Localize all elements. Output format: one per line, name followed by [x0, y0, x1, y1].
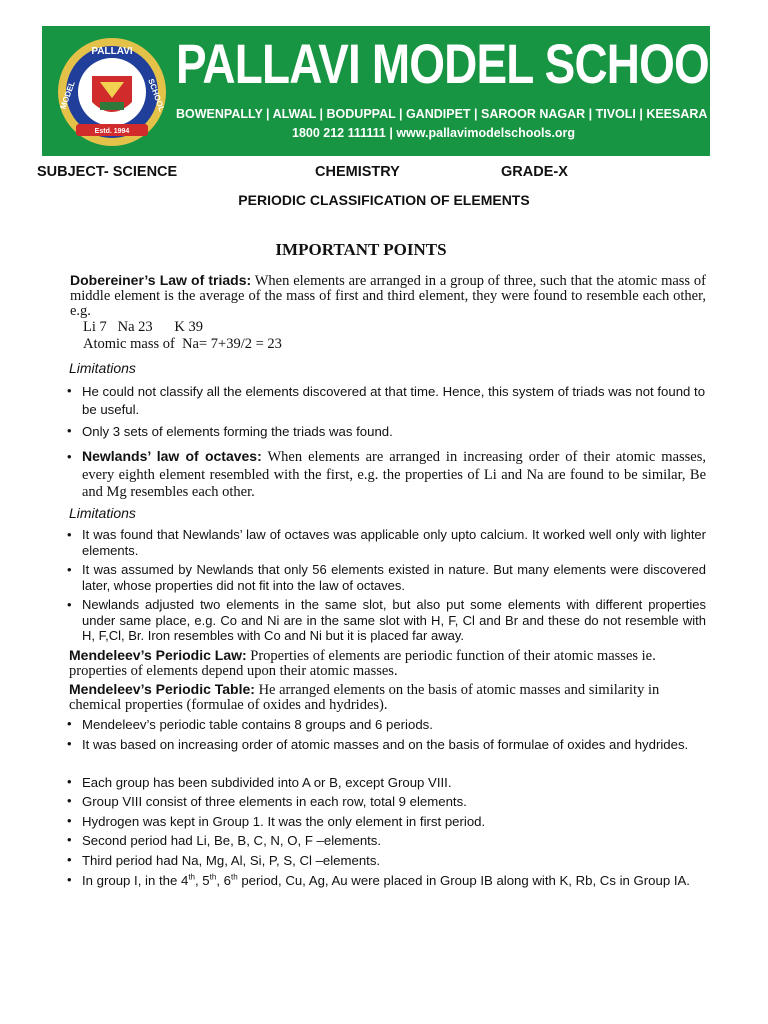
svg-text:SCHOOL: SCHOOL: [146, 77, 167, 113]
section-title: IMPORTANT POINTS: [275, 240, 447, 259]
mendeleev-table-text: He arranged elements on the basis of atomic masses and similarity in chemical properties (formulae of oxides and hydrides).: [69, 682, 660, 713]
contact-info: 1800 212 111111 | www.pallavimodelschools.org: [292, 126, 576, 140]
document-title: PERIODIC CLASSIFICATION OF ELEMENTS: [238, 192, 530, 208]
limitations-label: Limitations: [69, 360, 136, 376]
school-name: PALLAVI MODEL SCHOOL: [176, 32, 737, 95]
list-item: Newlands adjusted two elements in the same slot, but also put some elements with different properties under same place, e.g. Co and Ni are in the same slot with H, F, Cl and Br and these do not resemble with H, F,Cl, Br. Iron resembles with Co and Ni but it is placed far away.: [82, 597, 706, 643]
bullet-icon: •: [67, 832, 72, 847]
mendeleev-table-paragraph: [69, 682, 714, 713]
bullet-icon: •: [67, 423, 72, 438]
bullet-icon: •: [67, 527, 72, 542]
list-item: Second period had Li, Be, B, C, N, O, F –elements.: [82, 833, 382, 848]
bullet-icon: •: [67, 449, 72, 464]
list-item: It was based on increasing order of atomic masses and on the basis of formulae of oxides and hydrides.: [82, 737, 689, 752]
bullet-icon: •: [67, 852, 72, 867]
bullet-icon: •: [67, 793, 72, 808]
list-item: He could not classify all the elements discovered at that time. Hence, this system of triads was not found to be useful.: [82, 384, 706, 417]
newlands-heading: Newlands’ law of octaves:: [82, 448, 262, 464]
newlands-paragraph: [82, 448, 706, 502]
bullet-icon: •: [67, 872, 72, 887]
subject-label: SUBJECT- SCIENCE: [37, 164, 178, 180]
school-banner: [42, 26, 737, 156]
bullet-icon: •: [67, 383, 72, 398]
bullet-icon: •: [67, 562, 72, 577]
list-item: Third period had Na, Mg, Al, Si, P, S, Cl –elements.: [82, 853, 381, 868]
list-item: In group I, in the 4th, 5th, 6th period, Cu, Ag, Au were placed in Group IB along with K, Rb, Cs in Group IA.: [82, 872, 690, 888]
triad-formula: Atomic mass of Na= 7+39/2 = 23: [83, 336, 282, 352]
list-item: Only 3 sets of elements forming the triads was found.: [82, 424, 393, 439]
mendeleev-law-text: Properties of elements are periodic function of their atomic masses ie. properties of elements depend upon their atomic masses.: [69, 648, 656, 679]
list-item: Mendeleev’s periodic table contains 8 groups and 6 periods.: [82, 717, 433, 732]
bullet-icon: •: [67, 716, 72, 731]
mendeleev-law-heading: Mendeleev’s Periodic Law:: [69, 647, 247, 663]
svg-text:PALLAVI: PALLAVI: [91, 46, 133, 57]
limitations-label: Limitations: [69, 505, 136, 521]
dobereiner-paragraph: [70, 273, 706, 319]
list-item: Group VIII consist of three elements in each row, total 9 elements.: [82, 794, 467, 809]
svg-text:MODEL: MODEL: [58, 80, 77, 111]
mendeleev-table-heading: Mendeleev’s Periodic Table:: [69, 681, 255, 697]
bullet-icon: •: [67, 597, 72, 612]
dobereiner-heading: Dobereiner’s Law of triads:: [70, 272, 252, 288]
list-item: It was found that Newlands’ law of octaves was applicable only upto calcium. It worked well only with lighter elements.: [82, 527, 706, 558]
list-item: It was assumed by Newlands that only 56 elements existed in nature. But many elements were discovered later, whose properties did not fit into the law of octaves.: [82, 562, 706, 593]
dobereiner-text: When elements are arranged in a group of three, such that the atomic mass of middle element is the average of the mass of first and third element, they were found to resemble each other, e.g.: [70, 273, 706, 319]
bullet-icon: •: [67, 813, 72, 828]
grade-label: GRADE-X: [501, 164, 568, 180]
branch-list: BOWENPALLY | ALWAL | BODUPPAL | GANDIPET | SAROOR NAGAR | TIVOLI | KEESARA: [176, 107, 708, 121]
topic-label: CHEMISTRY: [315, 164, 400, 180]
list-item: Each group has been subdivided into A or B, except Group VIII.: [82, 775, 452, 790]
newlands-text: When elements are arranged in increasing order of their atomic masses, every eighth element resembled with the first, e.g. the properties of Li and Na are found to be similar, Be and Mg resembles each other.: [82, 449, 707, 500]
school-crest-logo: [56, 36, 168, 148]
mendeleev-law-paragraph: [69, 648, 709, 679]
list-item: Hydrogen was kept in Group 1. It was the only element in first period.: [82, 814, 486, 829]
bullet-icon: •: [67, 736, 72, 751]
bullet-icon: •: [67, 774, 72, 789]
svg-text:Estd. 1994: Estd. 1994: [94, 128, 130, 135]
triad-example: Li 7 Na 23 K 39: [83, 319, 204, 335]
